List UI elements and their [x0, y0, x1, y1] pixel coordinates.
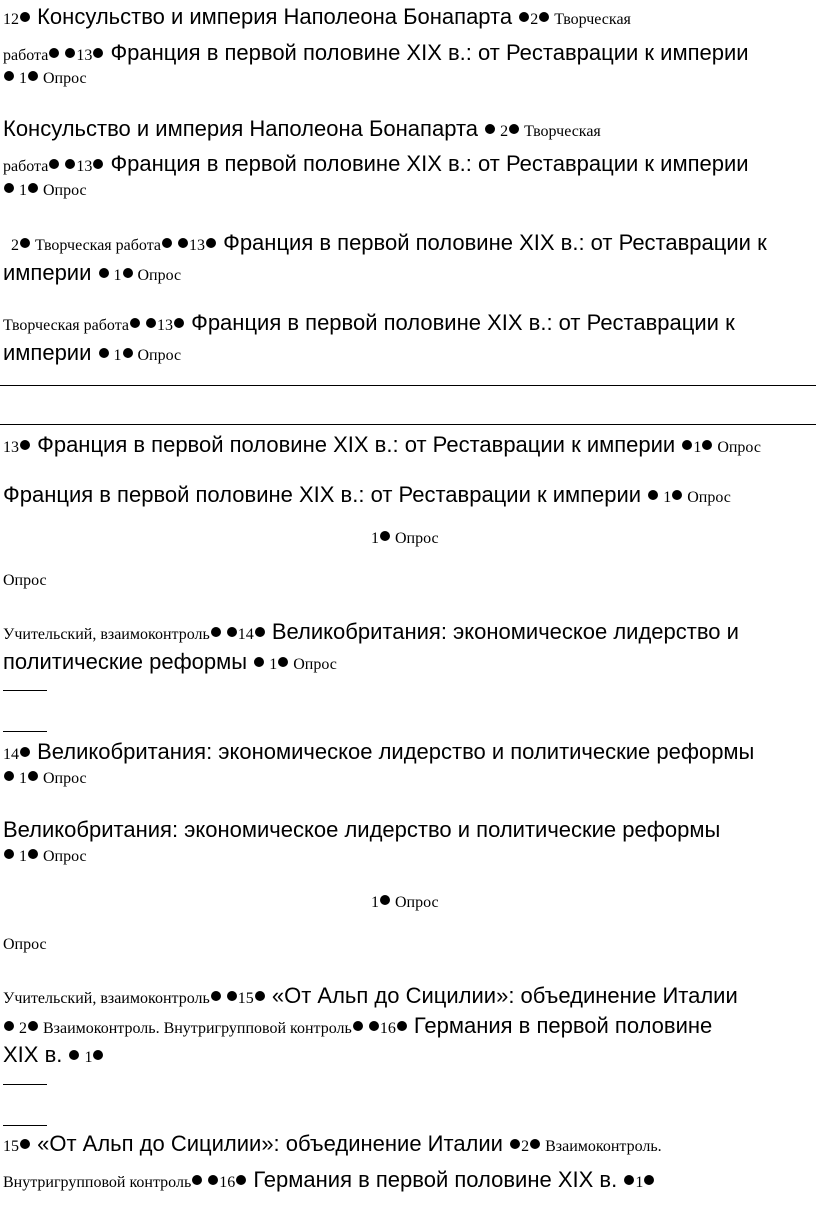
bullet-icon [519, 12, 529, 22]
text-line: XIX в. 1 [3, 1042, 104, 1068]
text-line: 1 Опрос [3, 770, 87, 788]
text-line: 1 Опрос [3, 182, 87, 200]
short-rule [3, 731, 47, 732]
text-line: Учительский, взаимоконтроль 15 «От Альп до Сицилии»: объединение Италии [3, 983, 738, 1008]
text-line: Учительский, взаимоконтроль 14 Великобритания: экономическое лидерство и [3, 619, 739, 644]
text-line: 1 Опрос [371, 894, 439, 911]
text-line: Внутригрупповой контроль 16 Германия в первой половине XIX в. 1 [3, 1167, 655, 1193]
text-line: 14 Великобритания: экономическое лидерство и политические реформы [3, 739, 755, 764]
text-line: 12 Консульство и империя Наполеона Бонапарта 2 Творческая [3, 4, 631, 29]
text-line: Опрос [3, 936, 47, 953]
text-line: 2 Взаимоконтроль. Внутригрупповой контроль 16 Германия в первой половине [3, 1013, 712, 1039]
text-line: 1 Опрос [3, 848, 87, 866]
text-line: Консульство и империя Наполеона Бонапарта 2 Творческая [3, 116, 601, 141]
text-line: империи 1 Опрос [3, 340, 182, 365]
text-line: империи 1 Опрос [3, 260, 182, 285]
text-line: 1 Опрос [3, 70, 87, 88]
short-rule [3, 1125, 47, 1126]
horizontal-rule [0, 424, 816, 425]
text-line: политические реформы 1 Опрос [3, 649, 337, 674]
text-line: Франция в первой половине XIX в.: от Реставрации к империи 1 Опрос [3, 482, 731, 507]
text-line: 1 Опрос [371, 530, 439, 547]
bullet-icon [539, 12, 549, 22]
text-line: 15 «От Альп до Сицилии»: объединение Италии 2 Взаимоконтроль. [3, 1131, 662, 1156]
text-line: Творческая работа 13 Франция в первой половине XIX в.: от Реставрации к [3, 310, 735, 335]
horizontal-rule [0, 385, 816, 386]
text-line: работа 13 Франция в первой половине XIX в.: от Реставрации к империи [3, 151, 749, 176]
text-line: Великобритания: экономическое лидерство и политические реформы [3, 817, 721, 842]
short-rule [3, 690, 47, 691]
text-line: Опрос [3, 572, 47, 589]
text-line: работа 13 Франция в первой половине XIX в.: от Реставрации к империи [3, 40, 749, 65]
text-line: 13 Франция в первой половине XIX в.: от Реставрации к империи 1 Опрос [3, 432, 761, 457]
bullet-icon [20, 12, 30, 22]
text-line: 2 Творческая работа 13 Франция в первой половине XIX в.: от Реставрации к [3, 230, 767, 255]
short-rule [3, 1084, 47, 1085]
